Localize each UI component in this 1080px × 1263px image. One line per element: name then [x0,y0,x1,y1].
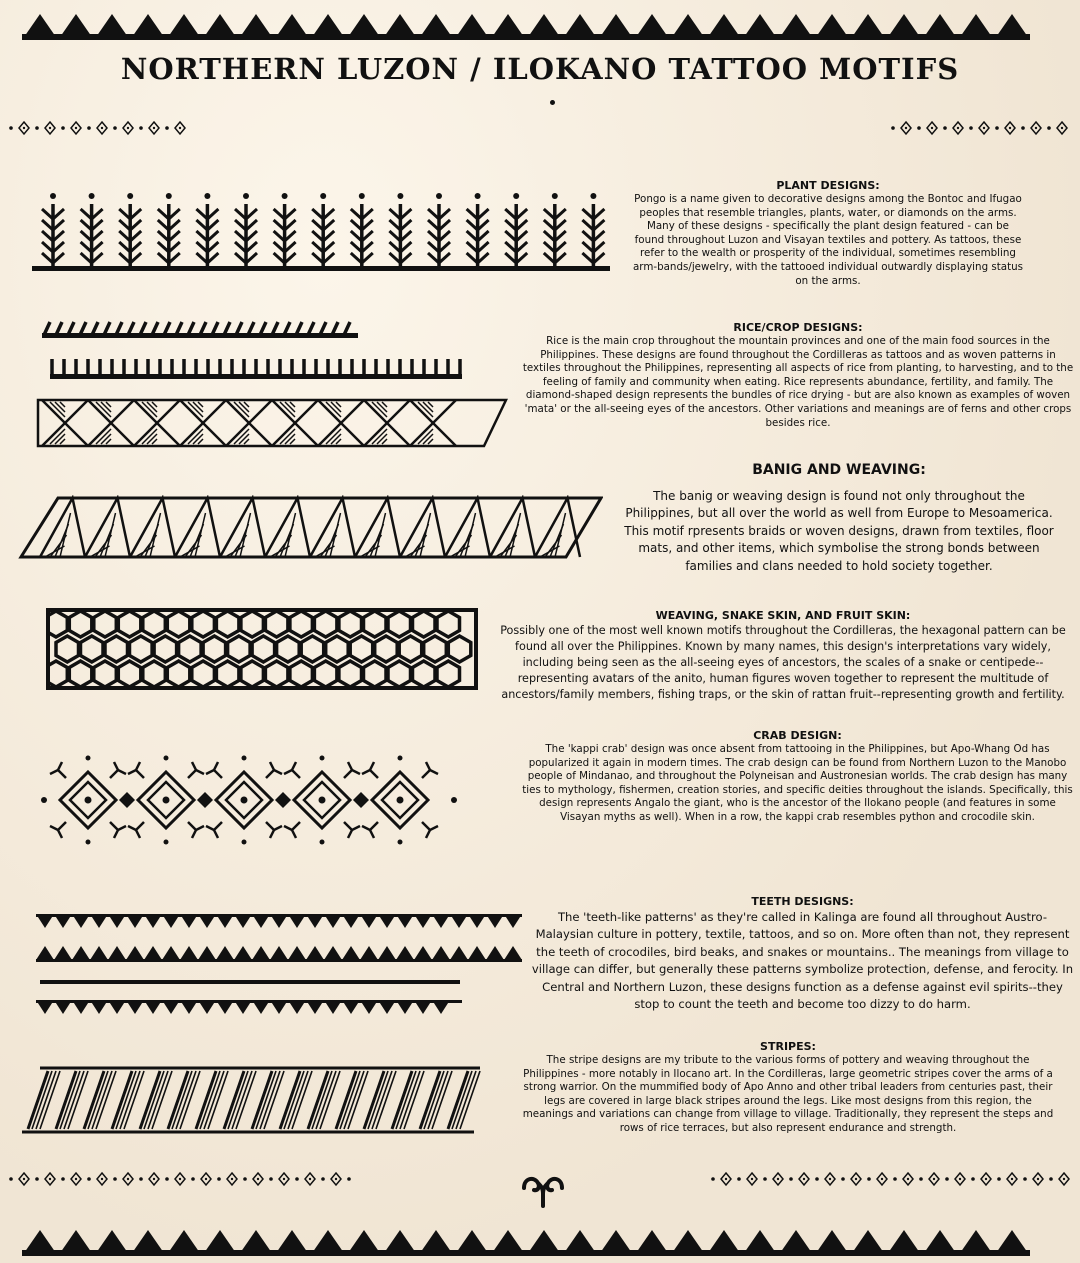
dot [815,1177,819,1181]
dot [971,1177,975,1181]
stripes-section [518,1039,1058,1136]
ram-horn-symbol-icon [520,1174,566,1208]
crab-link-diamond [275,792,291,808]
rice-designs-heading: RICE/CROP DESIGNS: [733,321,863,334]
hexagon-cell [241,661,264,687]
dot [243,1177,247,1181]
dot [113,1177,117,1181]
banig-triangle [265,498,310,557]
crab-link-diamond [197,792,213,808]
dot [919,1177,923,1181]
dot [165,1177,169,1181]
dot [347,1177,351,1181]
hexagon-cell [143,661,166,687]
stripe-group [448,1071,480,1129]
banig-triangle [490,498,535,557]
hexagon-cell [167,661,190,687]
dot [217,1177,221,1181]
hexagon-cell [413,661,436,687]
hexagon-cell [179,636,202,662]
dot [995,126,999,130]
crab-link-diamond [119,792,135,808]
plant-sprig [42,193,64,267]
hexagon-cell [94,661,117,687]
hexagon-cell [130,636,153,662]
banig-triangle [130,498,175,557]
hexagon-cell [216,661,239,687]
hexagon-cell [326,636,349,662]
plant-baseline [32,266,610,271]
hexagon-cell [339,611,362,637]
hexagon-cell [448,636,471,662]
hexagon-cell [192,661,215,687]
hexagon-cell [437,611,460,637]
plant-sprig [81,193,103,267]
rice-crop-design-motif [36,318,516,450]
dot [1021,126,1025,130]
crab-unit [50,756,126,845]
dot [867,1177,871,1181]
hexagon-cell [94,611,117,637]
rice-designs-text: Rice is the main crop throughout the mountain provinces and one of the main food sources in the Philippines. These designs are found throughout the Cordilleras as tattoos and as woven patterns in textiles throughout the Philippines, representing all aspects of rice from planting, to harvesting, and to the feeling of family and community when eating. Rice represents abundance, fertility, and family. The diamond-shaped design represents the bundles of rice drying - but are also known as examples of woven 'mata' or the all-seeing eyes of the ancestors. Other variations and meanings are of ferns and other crops besides rice. [522,335,1074,429]
dot [321,1177,325,1181]
hexagon-cell [364,611,387,637]
hexagon-cell [56,636,79,662]
diamond-band [38,400,506,446]
banig-weaving-text: The banig or weaving design is found not only throughout the Philippines, but all over the world as well from Europe to Mesoamerica. This motif rpresents braids or woven designs, drawn from textiles, floor mats, and other items, which symbolise the strong bonds between families and clans needed to hold society together. [624,489,1054,573]
plant-designs-heading: PLANT DESIGNS: [776,179,880,192]
hexagon-cell [437,661,460,687]
banig-triangle [40,498,85,557]
crab-link-diamond [353,792,369,808]
hexagon-cell [388,661,411,687]
hexagon-cell [105,636,128,662]
stripe-group [28,1071,60,1129]
banig-weaving-motif [18,495,603,560]
crab-design-motif [36,750,461,855]
plant-designs-section [632,178,1024,288]
dot [841,1177,845,1181]
title-dot [550,100,555,105]
dot [737,1177,741,1181]
dot [891,126,895,130]
banig-triangle [220,498,265,557]
hexagon-cell [314,661,337,687]
dot-diamond-row-top-right [888,120,1073,136]
hexagon-cell [399,636,422,662]
hexagon-cell [118,611,141,637]
banig-weaving-heading: BANIG AND WEAVING: [752,462,926,478]
hexagon-cell [364,661,387,687]
stripe-group [280,1071,312,1129]
hexagon-cell [241,611,264,637]
banig-triangle [310,498,355,557]
plant-sprig [467,193,489,267]
hexagon-cell [290,661,313,687]
upright-comb-band [50,359,462,379]
dot [87,126,91,130]
stripe-group [140,1071,172,1129]
teeth-designs-text: The 'teeth-like patterns' as they're called in Kalinga are found all throughout Austro-Malaysian culture in pottery, textile, tattoos, and so on. More often than not, they represent the teeth of crocodiles, bird beaks, and snakes or mountains.. The meanings from village to village can differ, but generally these patterns symbolize protection, defense, and ferocity. In Central and Northern Luzon, these designs function as a defense against evil spirits--they stop to count the teeth and become too dizzy to do harm. [531,910,1074,1012]
hexagon-cell [192,611,215,637]
plant-sprig [119,193,141,267]
dot [61,126,65,130]
hexagon-cell [413,611,436,637]
stripe-group [56,1071,88,1129]
dot [943,126,947,130]
dot [969,126,973,130]
plant-sprig [582,193,604,267]
crab-design-heading: CRAB DESIGN: [753,729,842,742]
hexagon-cell [424,636,447,662]
hexagon-cell [265,661,288,687]
crab-design-text: The 'kappi crab' design was once absent from tattooing in the Philippines, but Apo-Whang Od has popularized it again in modern times. The crab design can be found from Northern Luzon to the Manobo people of Mindanao, and throughout the Polyneisan and Austronesian worlds. The crab design has many ties to mythology, fishermen, creation stories, and specific deities throughout the islands. Specifically, this design represents Angalo the giant, who is the ancestor of the Ilokano people (and features in some Visayan myths as well). When in a row, the kappi crab resembles python and crocodile skin. [522,743,1073,823]
dot [269,1177,273,1181]
plant-sprig [235,193,257,267]
hexagon-cell [339,661,362,687]
teeth-design-motif [34,912,524,1022]
hexagon-cell [216,611,239,637]
teeth-row-up [36,946,522,960]
stripes-design-motif [18,1064,486,1136]
dot [1047,126,1051,130]
plant-sprig [351,193,373,267]
stripe-group [112,1071,144,1129]
dot [35,126,39,130]
bottom-zigzag-border [0,1230,1080,1256]
hexagon-cell [350,636,373,662]
hexagon-cell [154,636,177,662]
dot [917,126,921,130]
hexagon-cell [228,636,251,662]
dot-diamond-row-bottom-left [6,1171,366,1187]
stripes-text: The stripe designs are my tribute to the various forms of pottery and weaving throughout the Philippines - more notably in Ilocano art. In the Cordilleras, large geometric stripes cover the arms of a strong warrior. On the mummified body of Apo Anno and other tribal leaders from centuries past, their legs are covered in large black stripes around the legs. Like most designs from this region, the meanings and variations can change from village to village. Traditionally, they represent the steps and rows of rice terraces, but also represent endurance and strength. [522,1054,1054,1134]
plant-designs-text: Pongo is a name given to decorative designs among the Bontoc and Ifugao peoples that resemble triangles, plants, water, or diamonds on the arms. Many of these designs - specifically the plant design featured - can be found throughout Luzon and Visayan textiles and pottery. As tattoos, these refer to the wealth or prosperity of the individual, sometimes resembling arm-bands/jewelry, with the tattooed individual outwardly displaying status on the arms. [632,193,1024,287]
hexagon-cell [143,611,166,637]
banig-triangle [175,498,220,557]
banig-triangle [355,498,400,557]
stripe-group [196,1071,228,1129]
dot [139,126,143,130]
hexagon-cell [167,611,190,637]
dot [997,1177,1001,1181]
stripe-group [420,1071,452,1129]
plant-sprig [158,193,180,267]
weaving-snake-fruit-section [490,608,1076,703]
crab-unit [284,756,360,845]
plant-sprig [505,193,527,267]
plant-sprig [274,193,296,267]
hexagon-cell [203,636,226,662]
hexagon-cell [314,611,337,637]
teeth-designs-heading: TEETH DESIGNS: [751,895,854,908]
plant-sprig [196,193,218,267]
plant-sprig [312,193,334,267]
dot [87,1177,91,1181]
stripe-group [308,1071,340,1129]
hexagon-cell [277,636,300,662]
stripe-group [392,1071,424,1129]
rice-designs-section [522,320,1074,430]
hexagon-cell [265,611,288,637]
hexagon-cell [81,636,104,662]
stripe-group [364,1071,396,1129]
dot [789,1177,793,1181]
banig-triangle [85,498,130,557]
dot [35,1177,39,1181]
stripe-group [84,1071,116,1129]
hexagon-cell [388,611,411,637]
hexagon-cell [252,636,275,662]
stripe-group [168,1071,200,1129]
crab-unit [362,756,438,845]
crab-unit [206,756,282,845]
dot [191,1177,195,1181]
dot [711,1177,715,1181]
crab-unit [128,756,204,845]
dot [9,126,13,130]
hexagon-cell [69,611,92,637]
hexagon-snake-skin-motif [46,608,478,690]
hexagon-cell [375,636,398,662]
dot-diamond-row-top-left [6,120,191,136]
page-title: NORTHERN LUZON / ILOKANO TATTOO MOTIFS [120,52,960,86]
banig-triangle [445,498,490,557]
dot-diamond-row-bottom-right [708,1171,1073,1187]
plant-sprig [544,193,566,267]
plant-design-motif [28,190,613,275]
stripe-group [336,1071,368,1129]
hexagon-cell [301,636,324,662]
dot [1049,1177,1053,1181]
crab-design-section [520,728,1075,825]
dot [61,1177,65,1181]
banig-weaving-section [618,460,1060,575]
dot [113,126,117,130]
dot [945,1177,949,1181]
stripes-heading: STRIPES: [760,1040,816,1053]
banig-triangle [400,498,445,557]
plant-sprig [389,193,411,267]
dot [295,1177,299,1181]
top-zigzag-border [0,14,1080,40]
dot [893,1177,897,1181]
banig-triangle [535,498,580,557]
stripe-group [224,1071,256,1129]
plant-sprig [428,193,450,267]
hexagon-cell [118,661,141,687]
dot [139,1177,143,1181]
dot [165,126,169,130]
dot [9,1177,13,1181]
stripe-group [252,1071,284,1129]
weaving-snake-fruit-text: Possibly one of the most well known motifs throughout the Cordilleras, the hexagonal pattern can be found all over the Philippines. Known by many names, this design's interpretations vary widely, including being seen as the all-seeing eyes of ancestors, the scales of a snake or centipede--representing avatars of the anito, human figures woven together to represent the multitude of ancestors/family members, fishing traps, or the skin of rattan fruit--representing growth and fertility. [500,624,1066,701]
hexagon-cell [69,661,92,687]
dot [1023,1177,1027,1181]
teeth-designs-section [530,894,1075,1013]
dot [763,1177,767,1181]
hexagon-cell [290,611,313,637]
teeth-divider-line [40,980,460,984]
weaving-snake-fruit-heading: WEAVING, SNAKE SKIN, AND FRUIT SKIN: [655,609,911,622]
slanted-comb-band [42,322,358,338]
